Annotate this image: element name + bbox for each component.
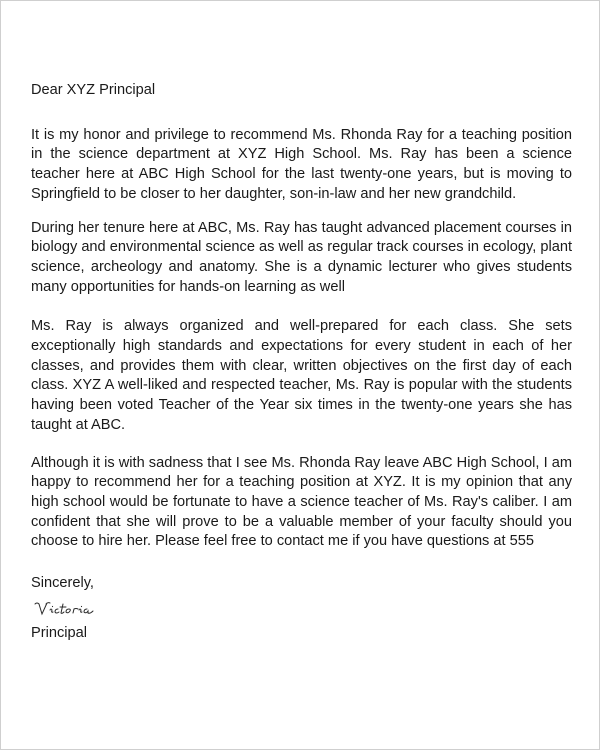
paragraph-introduction: It is my honor and privilege to recommend Ms. Rhonda Ray for a teaching position in the science department at XYZ High School. Ms. Ray has been a science teacher here at ABC High School for the last twenty-one years, but is moving to Springfield to be closer to her daughter, son-in-law and her new grandchild.: [31, 126, 572, 202]
closing: Sincerely,: [31, 575, 94, 592]
handwritten-signature: [33, 598, 572, 618]
letter-body: [31, 81, 572, 643]
paragraph-recommendation: Although it is with sadness that I see Ms. Rhonda Ray leave ABC High School, I am happy to recommend her for a teaching position at XYZ. It is my opinion that any high school would be fortunate to have a science teacher of Ms. Ray's caliber. I am confident that she will prove to be a valuable member of your faculty should you choose to hire her. Please feel free to contact me if you have questions at 555: [31, 454, 572, 550]
salutation: Dear XYZ Principal: [31, 82, 156, 98]
signature-name: [33, 618, 34, 619]
paragraph-courses: During her tenure here at ABC, Ms. Ray has taught advanced placement courses in biology and environmental science as well as regular track courses in ecology, plant science, archeology and anatomy. She is a dynamic lecturer who gives students many opportunities for hands-on learning as well: [31, 219, 572, 295]
paragraph-qualities: Ms. Ray is always organized and well-prepared for each class. She sets exceptionally high standards and expectations for every student in each of her classes, and provides them with clear, written objectives on the first day of each class. XYZ A well-liked and respected teacher, Ms. Ray is popular with the students having been voted Teacher of the Year six times in the twenty-one years she has taught at ABC.: [31, 318, 572, 433]
signer-title: Principal: [31, 624, 87, 641]
